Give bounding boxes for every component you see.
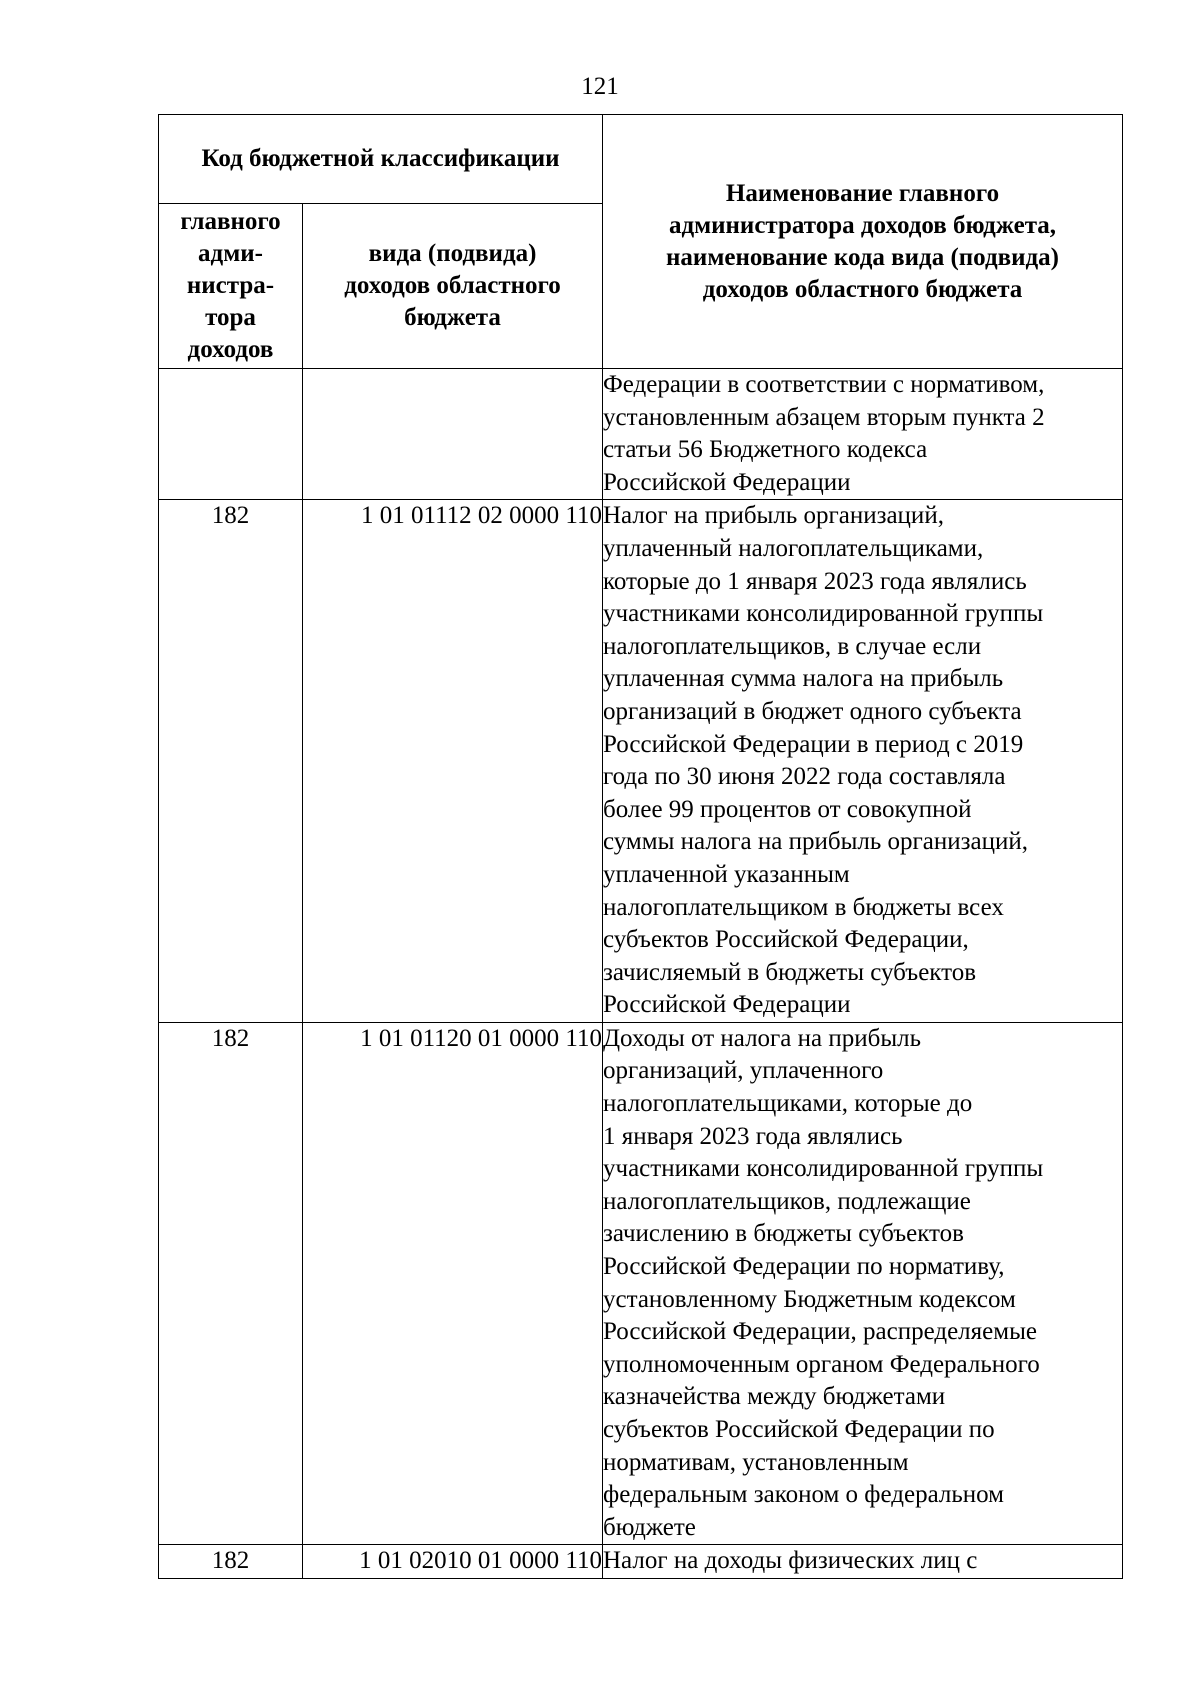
income-name-line: года по 30 июня 2022 года составляла [603,763,1006,791]
income-name-line: налогоплательщиков, в случае если [603,632,982,660]
income-name-line: федеральным законом о федеральном [603,1481,1004,1509]
admin-code-cell: 182 [159,500,303,1023]
income-name-line: зачислению в бюджеты субъектов [603,1220,964,1248]
header-name-line: Наименование главного [725,179,1000,207]
income-name-line: налогоплательщиков, подлежащие [603,1187,971,1215]
income-name-line: Российской Федерации [603,991,851,1019]
income-name-line: бюджете [603,1513,696,1541]
admin-code-cell: 182 [159,1545,303,1579]
income-name-line: более 99 процентов от совокупной [603,795,972,823]
income-code-cell: 1 01 01120 01 0000 110 [303,1022,603,1545]
header-code-line: бюджета [404,304,501,331]
income-name-line: которые до 1 января 2023 года являлись [603,567,1027,595]
income-name-line: Российской Федерации по нормативу, [603,1253,1005,1281]
income-name-line: установленному Бюджетным кодексом [603,1285,1016,1313]
income-name-line: уплаченная сумма налога на прибыль [603,665,1004,693]
income-name-line: субъектов Российской Федерации по [603,1416,995,1443]
table-row [159,500,1123,1023]
header-admin-line: тора [205,304,256,331]
table-body [159,369,1123,1579]
income-name-line: казначейства между бюджетами [603,1383,946,1411]
income-name-line: статьи 56 Бюджетного кодекса [603,436,928,464]
income-name-line: зачисляемый в бюджеты субъектов [603,958,977,986]
income-name-cell [603,500,1123,1023]
table-row [159,1022,1123,1545]
income-name-line: суммы налога на прибыль организаций, [603,828,1028,856]
header-budget-code-group: Код бюджетной классификации [159,115,603,204]
income-code-cell: 1 01 01112 02 0000 110 [303,500,603,1023]
header-admin-line: главного [180,208,281,235]
header-name-line: доходов областного бюджета [702,275,1023,303]
income-name-line: субъектов Российской Федерации, [603,926,969,954]
income-name-line: участниками консолидированной группы [603,600,1044,628]
income-name-cell [603,1545,1123,1579]
income-name-cell [603,1022,1123,1545]
header-admin-line: доходов [187,336,274,363]
income-name-line: налогоплательщиками, которые до [603,1090,973,1118]
income-name-line: уплаченный налогоплательщиками, [603,534,984,562]
income-name-line: участниками консолидированной группы [603,1155,1044,1183]
header-admin-column [159,204,303,369]
income-name-line: 1 января 2023 года являлись [603,1122,903,1150]
income-name-line: Российской Федерации [603,468,851,496]
header-name-column [603,115,1123,369]
income-name-line: организаций в бюджет одного субъекта [603,697,1022,725]
income-name-line: установленным абзацем вторым пункта 2 [603,403,1045,431]
income-name-line: Доходы от налога на прибыль [603,1024,922,1052]
table-row [159,369,1123,500]
header-name-line: наименование кода вида (подвида) [666,243,1059,271]
income-name-line: налогоплательщиком в бюджеты всех [603,893,1004,921]
budget-classification-table [158,114,1123,1579]
header-code-line: доходов областного [344,272,561,299]
header-admin-line: адми- [198,240,263,267]
income-name-line: Федерации в соответствии с нормативом, [603,371,1045,398]
income-name-cell [603,369,1123,500]
income-name-line: Налог на прибыль организаций, [603,502,944,530]
header-code-column [303,204,603,369]
income-code-cell: 1 01 02010 01 0000 110 [303,1545,603,1579]
income-name-line: уполномоченным органом Федерального [603,1350,1040,1378]
table-row [159,1545,1123,1579]
header-code-line: вида (подвида) [368,240,537,267]
income-name-line: Российской Федерации в период с 2019 [603,730,1024,758]
admin-code-cell: 182 [159,1022,303,1545]
header-name-line: администратора доходов бюджета, [668,211,1057,239]
table-header [159,115,1123,369]
admin-code-cell [159,369,303,500]
income-code-cell [303,369,603,500]
income-name-line: организаций, уплаченного [603,1057,884,1085]
income-name-line: Российской Федерации, распределяемые [603,1318,1037,1346]
income-name-line: Налог на доходы физических лиц с [603,1547,978,1575]
income-name-line: уплаченной указанным [603,860,850,888]
header-admin-line: нистра- [186,272,275,299]
income-name-line: нормативам, установленным [603,1448,909,1476]
page-number: 121 [581,73,619,100]
